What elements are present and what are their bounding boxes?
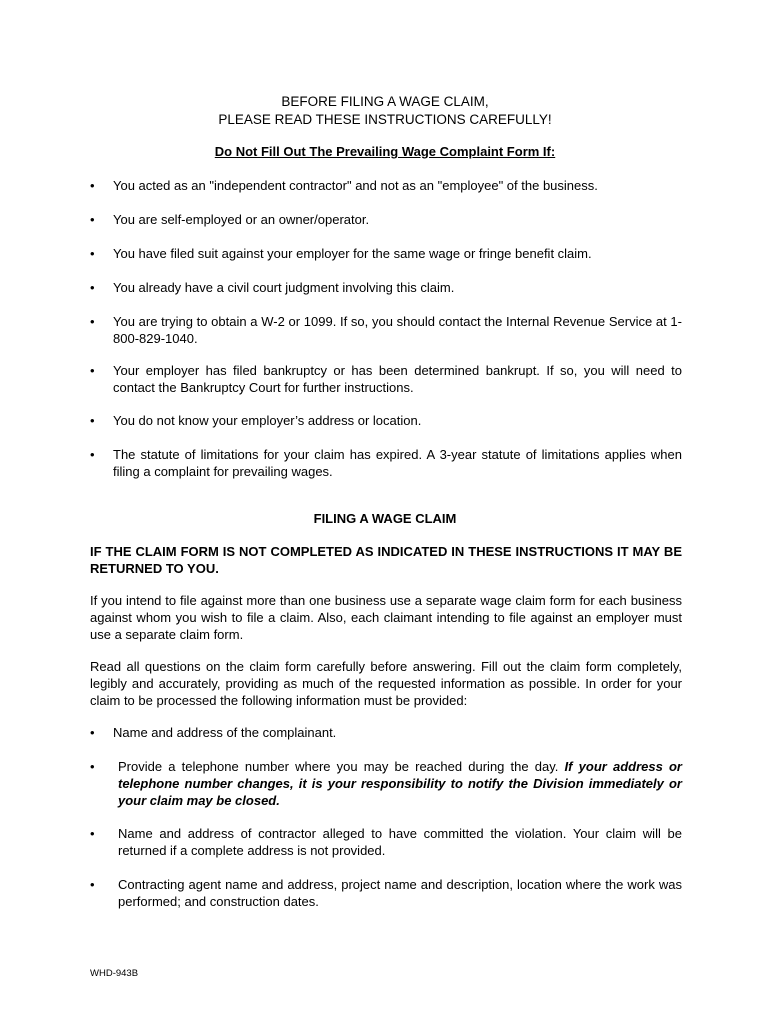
list-item-text: You acted as an "independent contractor" and not as an "employee" of the business.	[113, 178, 598, 193]
page-title	[0, 93, 770, 129]
list-item-text: You already have a civil court judgment involving this claim.	[113, 280, 455, 295]
bullet-icon: •	[90, 413, 95, 428]
bullet-icon: •	[90, 877, 95, 892]
list-item-text: Your employer has filed bankruptcy or has been determined bankrupt. If so, you will need to contact the Bankruptcy Court for further instructions.	[113, 363, 682, 395]
bullet-icon: •	[90, 280, 95, 295]
title-line-2: PLEASE READ THESE INSTRUCTIONS CAREFULLY!	[218, 112, 552, 127]
list-item-text: The statute of limitations for your claim has expired. A 3-year statute of limitations applies when filing a complaint for prevailing wages.	[113, 447, 682, 479]
list-item-text: You do not know your employer’s address or location.	[113, 413, 422, 428]
bullet-icon: •	[90, 725, 95, 740]
return-warning: IF THE CLAIM FORM IS NOT COMPLETED AS INDICATED IN THESE INSTRUCTIONS IT MAY BE RETURNED TO YOU.	[90, 544, 682, 576]
title-line-1: BEFORE FILING A WAGE CLAIM,	[281, 94, 489, 109]
bullet-icon: •	[90, 759, 95, 774]
list-item	[90, 412, 682, 429]
bullet-icon: •	[90, 826, 95, 841]
read-questions-paragraph: Read all questions on the claim form carefully before answering. Fill out the claim form completely, legibly and accurately, providing as much of the requested information as possible. In order for your claim to be processed the following information must be provided:	[90, 659, 682, 708]
list-item	[90, 245, 682, 262]
list-item-text: Provide a telephone number where you may be reached during the day.	[118, 759, 565, 774]
do-not-fill-heading: Do Not Fill Out The Prevailing Wage Complaint Form If:	[214, 144, 556, 159]
required-info-list	[90, 724, 682, 910]
bullet-icon: •	[90, 314, 95, 329]
list-item-text: You have filed suit against your employer for the same wage or fringe benefit claim.	[113, 246, 592, 261]
list-item	[90, 825, 682, 859]
list-item-text: Name and address of the complainant.	[113, 725, 337, 740]
do-not-fill-list	[90, 177, 682, 480]
list-item	[90, 362, 682, 396]
list-item	[90, 279, 682, 296]
filing-section-heading: FILING A WAGE CLAIM	[313, 511, 457, 526]
list-item	[90, 211, 682, 228]
form-id: WHD-943B	[90, 968, 139, 979]
bullet-icon: •	[90, 178, 95, 193]
list-item	[90, 758, 682, 809]
address-change-notice: If your address or telephone number changes, it is your responsibility to notify the Division immediately or your claim may be closed.	[118, 759, 682, 808]
list-item-text: You are trying to obtain a W-2 or 1099. If so, you should contact the Internal Revenue Service at 1-800-829-1040.	[113, 314, 682, 346]
list-item	[90, 876, 682, 910]
list-item-text: You are self-employed or an owner/operator.	[113, 212, 370, 227]
bullet-icon: •	[90, 212, 95, 227]
bullet-icon: •	[90, 363, 95, 378]
list-item	[90, 177, 682, 194]
separate-form-paragraph: If you intend to file against more than one business use a separate wage claim form for each business against whom you wish to file a claim. Also, each claimant intending to file against an employer must use a separate claim form.	[90, 593, 682, 642]
list-item	[90, 313, 682, 347]
bullet-icon: •	[90, 246, 95, 261]
bullet-icon: •	[90, 447, 95, 462]
list-item	[90, 446, 682, 480]
list-item-text: Contracting agent name and address, project name and description, location where the work was performed; and construction dates.	[118, 877, 682, 909]
list-item-text: Name and address of contractor alleged to have committed the violation. Your claim will be returned if a complete address is not provided.	[118, 826, 682, 858]
list-item	[90, 724, 682, 741]
